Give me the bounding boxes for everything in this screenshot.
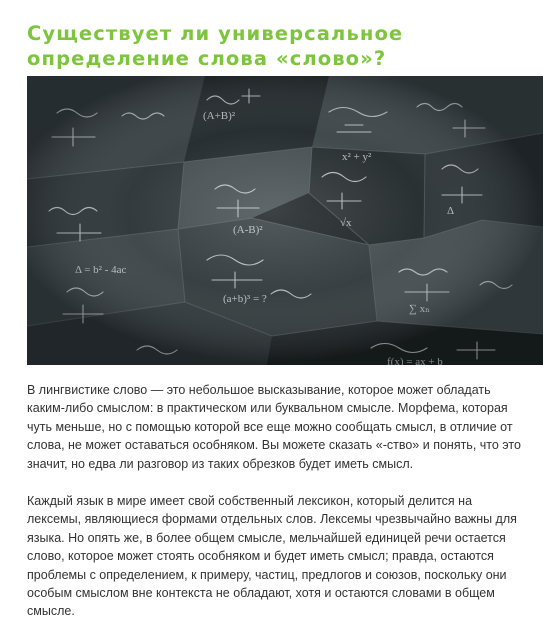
math-blackboard-illustration xyxy=(27,76,543,365)
article-hero-image xyxy=(27,76,543,365)
article-paragraph-2: Каждый язык в мире имеет свой собственный лексикон, который делится на лексемы, являющиеся формами отдельных слов. Лексемы чрезвычайно важны для языка. Но опять же, в более общем смысле, мельчайшей единицей речи остается слово, которое может стоять особняком и будет иметь смысл; правда, остаются проблемы с определением, к примеру, частиц, предлогов и союзов, поскольку они особым смыслом вне контекста не обладают, хотя и остаются словами в общем смысле. xyxy=(27,494,517,619)
article-title: Существует ли универсальное определение слова «слово»? xyxy=(27,22,404,70)
article-paragraph-1: В лингвистике слово — это небольшое высказывание, которое может обладать каким-либо смыслом: в практическом или буквальном смысле. Морфема, которая чуть меньше, но с помощью которой все еще можно сообщать смысл, в отличие от слова, не может оставаться особняком. Вы можете сказать «-ство» и понять, что это значит, но едва ли разговор из таких обрезков будет иметь смысл. xyxy=(27,383,521,471)
top-cut-line xyxy=(27,0,527,4)
